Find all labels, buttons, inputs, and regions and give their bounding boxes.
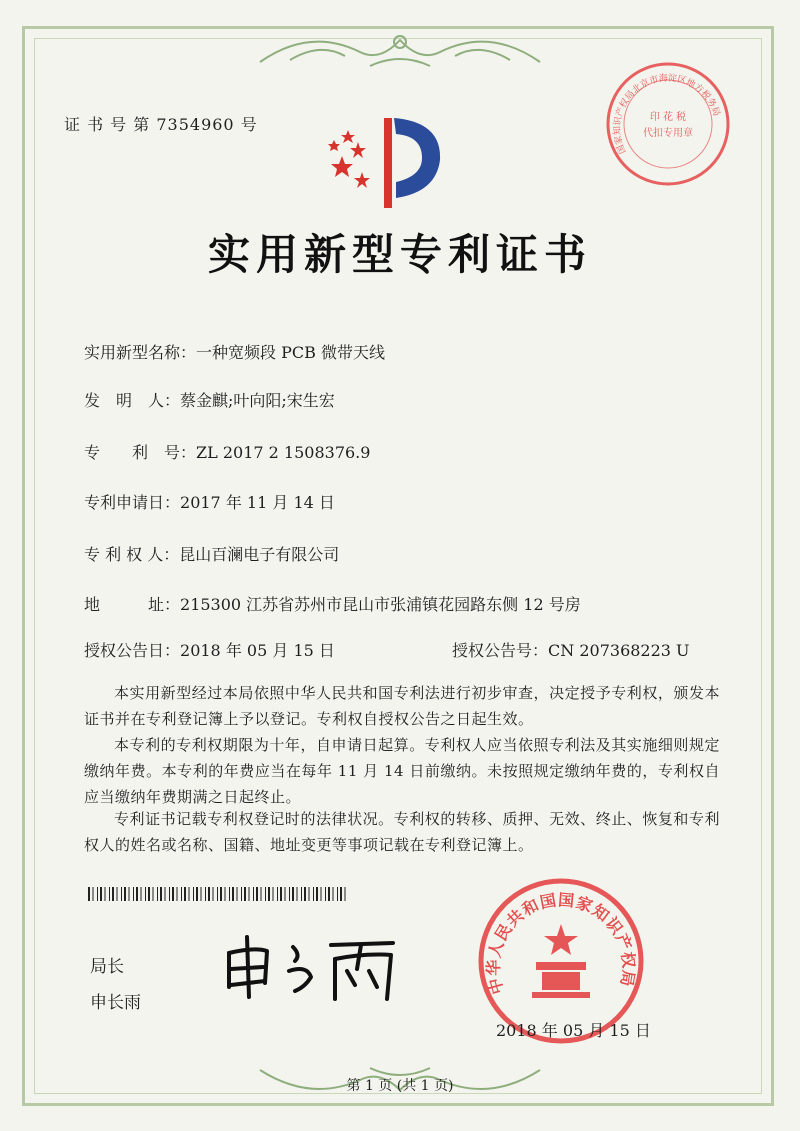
director-signature <box>215 925 405 1005</box>
certificate-number: 证 书 号 第 7354960 号 <box>64 115 258 134</box>
national-seal-text: 中华人民共和国国家知识产权局 <box>483 890 639 997</box>
grant-number-value: CN 207368223 U <box>548 641 690 660</box>
patent-number-row <box>84 440 370 463</box>
legal-status-paragraph: 专利证书记载专利权登记时的法律状况。专利权的转移、质押、无效、终止、恢复和专利权人的姓名或名称、国籍、地址变更等事项记载在专利登记簿上。 <box>84 810 720 854</box>
page-number: 第 1 页 (共 1 页) <box>346 1078 454 1094</box>
grant-date-label: 授权公告日： <box>84 641 181 660</box>
grant-number-label: 授权公告号： <box>452 641 549 660</box>
issue-date: 2018 年 05 月 15 日 <box>496 1021 651 1040</box>
patent-office-emblem-icon <box>322 112 452 212</box>
barcode-icon <box>88 887 348 901</box>
patent-holder-row <box>84 542 339 565</box>
certificate-title: 实用新型专利证书 <box>207 230 592 279</box>
utility-model-name-label: 实用新型名称： <box>84 343 197 362</box>
stamp-duty-seal-line2: 代扣专用章 <box>643 128 693 139</box>
filing-date-value: 2017 年 11 月 14 日 <box>180 493 335 512</box>
inventor-row <box>84 388 335 411</box>
stamp-duty-seal-line1: 印 花 税 <box>649 112 687 123</box>
inventor-label: 发 明 人： <box>84 391 181 410</box>
utility-model-name-value: 一种宽频段 PCB 微带天线 <box>196 343 385 362</box>
address-row <box>84 592 581 615</box>
patent-number-value: ZL 2017 2 1508376.9 <box>196 443 371 462</box>
filing-date-label: 专利申请日： <box>84 493 181 512</box>
inventor-value: 蔡金麒;叶向阳;宋生宏 <box>180 391 335 410</box>
director-title: 局长 <box>90 957 124 977</box>
grant-date-row <box>84 638 335 661</box>
grant-date-value: 2018 年 05 月 15 日 <box>180 641 335 660</box>
term-fee-paragraph: 本专利的专利权期限为十年，自申请日起算。专利权人应当依照专利法及其实施细则规定缴纳年费。本专利的年费应当在每年 11 月 14 日前缴纳。未按照规定缴纳年费的，专利权自应当缴纳年费期满之日起终止。 <box>84 736 720 806</box>
director-name: 申长雨 <box>90 993 141 1013</box>
address-label: 地 址： <box>84 595 181 614</box>
grant-statement-paragraph: 本实用新型经过本局依照中华人民共和国专利法进行初步审查，决定授予专利权，颁发本证书并在专利登记簿上予以登记。专利权自授权公告之日起生效。 <box>84 684 720 728</box>
stamp-duty-seal <box>604 60 732 188</box>
address-value: 215300 江苏省苏州市昆山市张浦镇花园路东侧 12 号房 <box>180 595 581 614</box>
patent-holder-label: 专 利 权 人： <box>84 545 180 564</box>
patent-holder-value: 昆山百澜电子有限公司 <box>179 545 340 564</box>
top-ornament-icon <box>250 22 550 74</box>
patent-number-label: 专 利 号： <box>84 443 197 462</box>
filing-date-row <box>84 490 335 513</box>
utility-model-name-row <box>84 340 385 363</box>
stamp-duty-seal-ring-text: 国家知识产权局北京市海淀区地方税务局 <box>612 73 722 156</box>
grant-number-row <box>452 638 690 661</box>
